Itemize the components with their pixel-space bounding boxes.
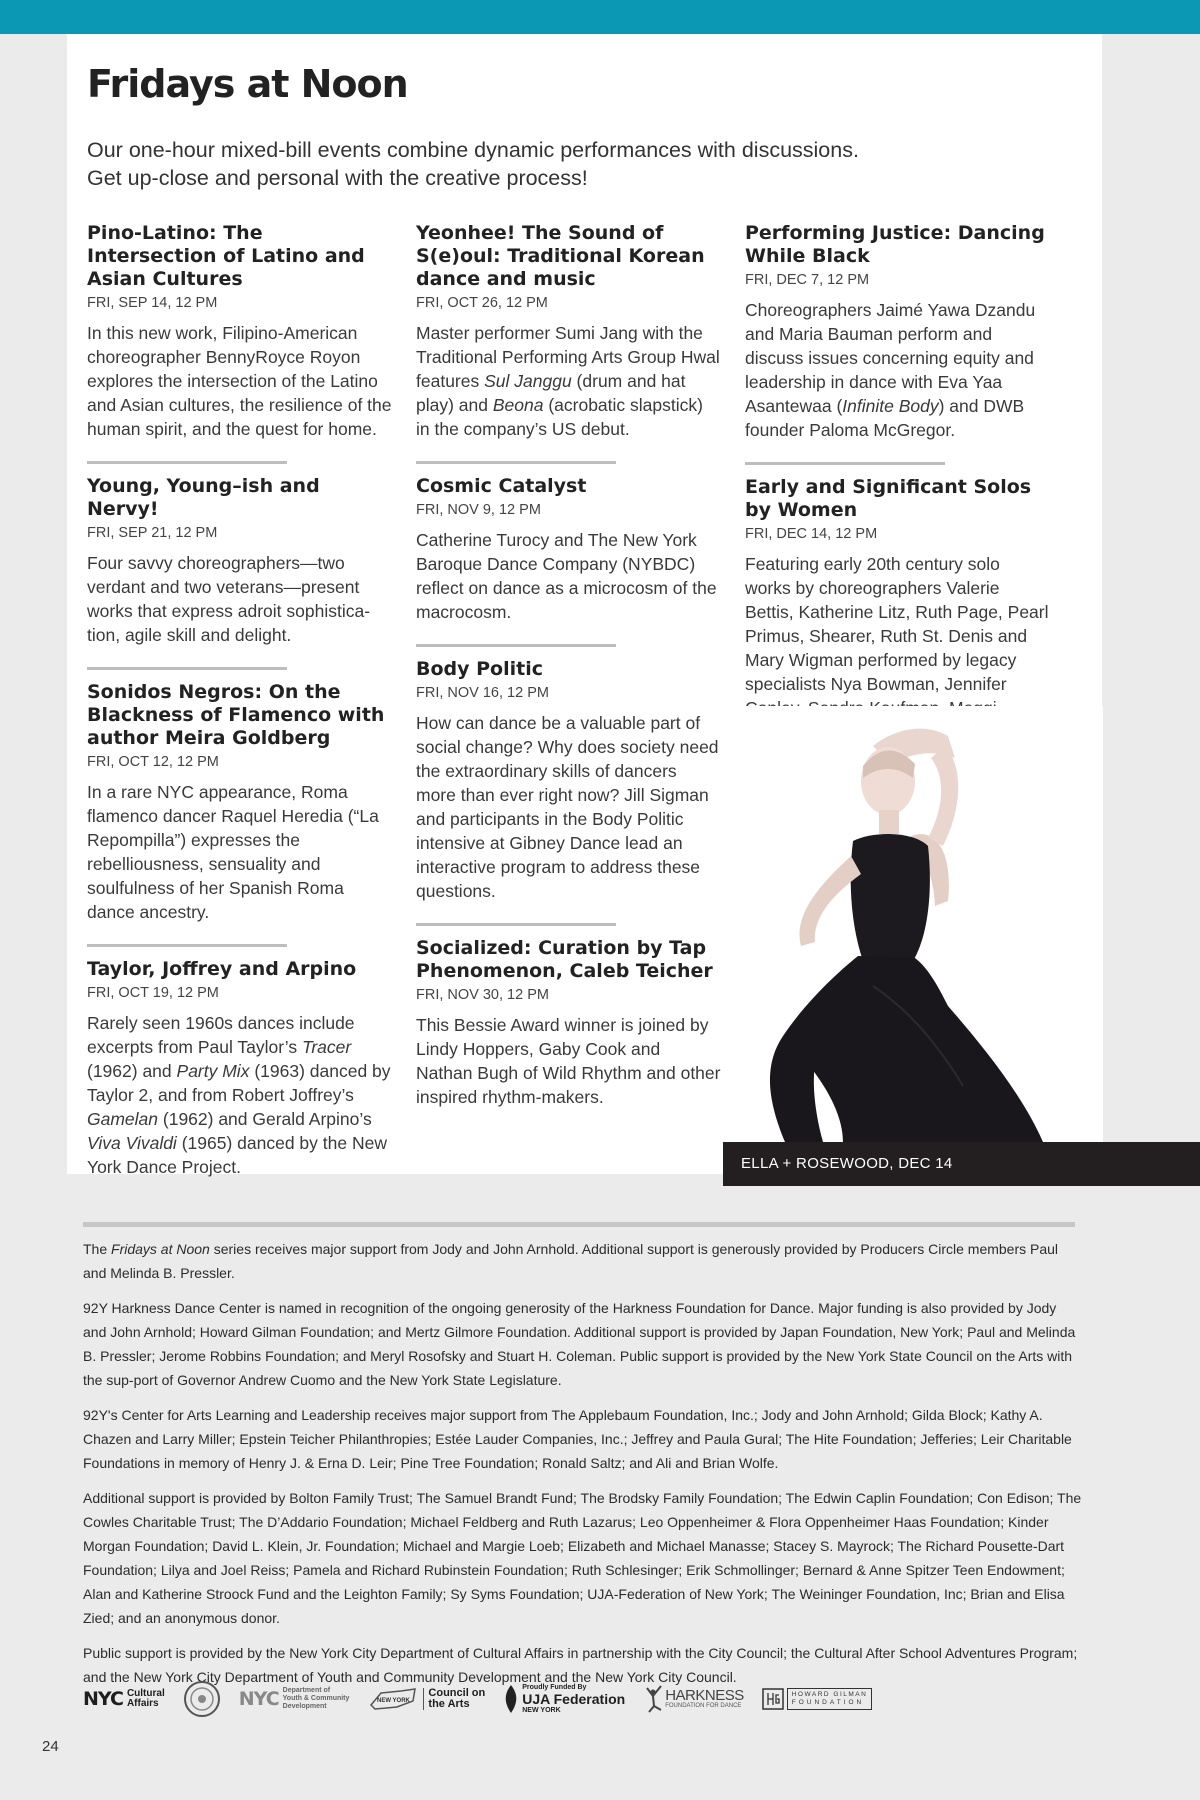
event-description: Featuring early 20th century solo works by choreographers Valerie Bettis, Katherine Litz, Ruth Page, Pearl Primus, Shearer, Ruth St. Denis and Mary Wigman performed by legacy specialists Nya Bowman, Jennifer [745,554,1049,694]
event-divider [416,644,616,647]
event-description [745,298,1050,442]
event-sonidos-negros [87,681,392,924]
events-column-2 [416,222,721,1129]
logo-text: Cultural [126,1688,165,1699]
intro-line-2: Get up-close and personal with the creative process! [87,166,588,190]
credits-paragraph [83,1237,1083,1285]
city-seal-logo [183,1680,221,1718]
event-divider [745,462,945,465]
event-date: FRI, DEC 7, 12 PM [745,272,870,288]
logo-text: Affairs [126,1698,159,1709]
event-description: Catherine Turocy and The New York Baroque Dance Company (NYBDC) reflect on dance as a microcosm of the macrocosm. [416,530,717,622]
event-description: In this new work, Filipino-American choreographer BennyRoyce Royon explores the intersection of the Latino and Asian cultures, the resilience of the human spirit, and the quest for home. [87,323,392,439]
event-description: How can dance be a valuable part of social change? Why does society need the extraordinary skills of dancers more than ever right now? Jill Sigman and participants in the Body Politic intensive at Gibney Dance lead an interactive program to address these questions. [416,713,719,901]
nyc-cultural-affairs-logo [83,1688,165,1710]
logo-text: Council on [428,1687,486,1699]
event-yeonhee [416,222,721,441]
logo-label [522,1684,625,1715]
logo-text: UJA Federation [522,1690,626,1707]
event-divider [87,461,287,464]
credits-paragraph: 92Y's Center for Arts Learning and Leadership receives major support from The Applebaum Foundation, Inc.; Jody and John Arnhold; Gilda Block; Kathy A. Chazen and Larry Miller; Epstein Teicher Philanthropies; Estée Lauder Companies, Inc.; Jeffrey and Paula Gural; The Hite Foundation; Jefferies; Leir Charitable Foundations in memory of Henry J. & Erna D. Leir; Pine Tree Foundation; Ronald Saltz; and Ali and Brian Wolfe. [83,1407,1072,1471]
logo-text: the Arts [428,1698,470,1710]
photo-caption [723,1142,1200,1186]
funding-credits [83,1237,1083,1700]
dancer-figure-icon [643,1684,665,1714]
event-title: Pino-Latino: The Intersection of Latino and Asian Cultures [87,222,365,290]
desc-text: (1962) and [87,1061,177,1081]
intro-text [87,136,1007,192]
desc-text: Rarely seen 1960s dances include excerpts from Paul Taylor’s [87,1013,355,1057]
work-title: Viva Vivaldi [87,1133,177,1153]
event-title: Young, Young–ish and Nervy! [87,475,320,520]
work-title: Infinite Body [842,396,939,416]
event-performing-justice [745,222,1050,442]
event-date: FRI, OCT 12, 12 PM [87,754,219,770]
logo-text: FOUNDATION [791,1699,865,1706]
work-title: Sul Janggu [484,371,572,391]
event-body-politic [416,658,721,903]
series-name: Fridays at Noon [111,1241,210,1257]
desc-text: (1962) and Gerald Arpino’s [158,1109,372,1129]
logo-label [423,1688,485,1710]
desc-text: (drum and hat play) and [416,371,686,415]
logo-text: HOWARD GILMAN [791,1691,868,1698]
nyc-dycd-logo [239,1687,350,1711]
event-title: Yeonhee! The Sound of S(e)oul: Traditional Korean dance and music [416,222,705,290]
footer-divider [83,1222,1075,1227]
logo-text: HARKNESS [665,1687,744,1704]
seal-icon [183,1680,221,1718]
event-pino-latino [87,222,392,441]
event-divider [87,667,287,670]
events-column-3 [745,222,1050,764]
event-date: FRI, SEP 21, 12 PM [87,525,218,541]
event-divider [416,461,616,464]
logo-mark: NEW YORK [377,1698,411,1704]
hg-monogram-icon [762,1688,784,1710]
event-title: Performing Justice: Dancing While Black [745,222,1045,267]
event-early-solos [745,476,1050,744]
event-divider [87,944,287,947]
logo-text: FOUNDATION FOR DANCE [665,1703,742,1709]
logo-text: Proudly Funded By [522,1683,587,1691]
event-title: Socialized: Curation by Tap Phenomenon, Caleb Teicher [416,937,713,982]
event-date: FRI, NOV 16, 12 PM [416,685,549,701]
logo-label [127,1689,165,1709]
event-date: FRI, NOV 9, 12 PM [416,502,541,518]
logo-text: Youth & Community [282,1695,350,1702]
dancer-photo [723,706,1103,1142]
desc-text: (acrobatic slapstick) in the company’s US debut. [416,395,703,439]
logo-text: Development [282,1703,327,1710]
desc-text: (1963) danced by Taylor 2, and from Robert Joffrey’s [87,1061,391,1105]
nysca-logo [367,1685,485,1713]
work-title: Beona [492,395,544,415]
page-number: 24 [42,1738,59,1755]
event-cosmic-catalyst [416,475,721,624]
event-description: Four savvy choreographers—two verdant and two veterans—present works that express adroit sophistica-tion, agile skill and delight. [87,553,371,645]
top-color-bar [0,0,1200,34]
event-title: Taylor, Joffrey and Arpino [87,958,357,980]
credits-text: The [83,1241,112,1257]
intro-line-1: Our one-hour mixed-bill events combine dynamic performances with discussions. [87,138,859,162]
credits-paragraph: 92Y Harkness Dance Center is named in recognition of the ongoing generosity of the Harkness Foundation for Dance. Major funding is also provided by Jody and John Arnhold; Howard Gilman Foundation; and Mertz Gilmore Foundation. Additional support is provided by Japan Foundation, New York; Paul and Melinda B. Pressler; Jerome Robbins Foundation; and Meryl Rosofsky and Stuart H. Coleman. Public support is provided by the New York State Council on the Arts with the sup-port of Governor Andrew Cuomo and the New York State Legislature. [83,1300,1076,1388]
logo-text: Department of [282,1687,331,1694]
events-column-1 [87,222,392,1199]
credits-paragraph: Additional support is provided by Bolton Family Trust; The Samuel Brandt Fund; The Brodsky Family Foundation; The Edwin Caplin Foundation; Con Edison; The Cowles Charitable Trust; The D’Addario Foundation; Michael Feldberg and Ruth Lazarus; Leo Oppenheimer & Flora Oppenheimer Haas Foundation; Kinder Morgan Foundation; David L. Klein, Jr. Foundation; Michael and Margie Loeb; Elizabeth and Michael Manasse; Stacey S. Mayrock; The Richard Pousette-Dart Foundation; Lilya and Joel Reiss; Pamela and Richard Rubinstein Foundation; Ruth Schlesinger; Erik Schmollinger; Bernard & Anne Spitzer Teen Endowment; Alan and Katherine Stroock Fund and the Leighton Family; Sy Syms Foundation; UJA-Federation of New York; The Weininger Foundation, Inc; Brian and Elisa Zied; and an anonymous donor. [83,1490,1082,1626]
desc-text: Choreographers Jaimé Yawa Dzandu and Maria Bauman perform and discuss issues concerning equity and leadership in dance with Eva Yaa Asantewaa ( [745,300,1036,416]
event-date: FRI, NOV 30, 12 PM [416,987,549,1003]
work-title: Tracer [301,1037,352,1057]
event-description: This Bessie Award winner is joined by Lindy Hoppers, Gaby Cook and Nathan Bugh of Wild Rhythm and other inspired rhythm-makers. [416,1015,721,1107]
event-description: In a rare NYC appearance, Roma flamenco dancer Raquel Heredia (“La Repompilla”) expresses the rebelliousness, sensuality and soulfulness of her Spanish Roma dance ancestry. [87,782,379,922]
event-taylor-joffrey-arpino [87,958,392,1179]
desc-text: (1965) danced by the New York Dance Project. [87,1133,387,1177]
sponsor-logos [83,1676,883,1722]
logo-label [665,1688,744,1710]
event-description [416,321,721,441]
work-title: Party Mix [176,1061,250,1081]
logo-label [283,1687,350,1711]
flame-icon [503,1685,519,1713]
new-york-state-icon [367,1685,419,1713]
credits-text: series receives major support from Jody and John Arnhold. Additional support is generously provided by Producers Circle members Paul and Melinda B. Pressler. [83,1241,1059,1281]
event-socialized [416,937,721,1109]
howard-gilman-foundation-logo [762,1688,873,1710]
event-date: FRI, OCT 19, 12 PM [87,985,219,1001]
desc-text: Master performer Sumi Jang with the Traditional Performing Arts Group Hwal features [416,323,720,391]
event-date: FRI, OCT 26, 12 PM [416,295,548,311]
event-title: Cosmic Catalyst [416,475,587,497]
event-divider [416,923,616,926]
logo-mark: NYC [238,1688,279,1710]
logo-text: NEW YORK [522,1706,561,1714]
event-young-nervy [87,475,392,647]
event-title: Body Politic [416,658,543,680]
event-title: Early and Significant Solos by Women [745,476,1032,521]
event-title: Sonidos Negros: On the Blackness of Flamenco with author Meira Goldberg [87,681,385,749]
uja-federation-logo [503,1684,625,1715]
logo-mark: NYC [83,1688,123,1710]
work-title: Gamelan [87,1109,159,1129]
page-title: Fridays at Noon [87,62,408,106]
desc-text: ) and DWB founder Paloma McGregor. [745,396,1025,440]
event-description [87,1011,392,1179]
event-date: FRI, DEC 14, 12 PM [745,526,878,542]
caption-text: ELLA + ROSEWOOD, DEC 14 [741,1155,953,1172]
event-date: FRI, SEP 14, 12 PM [87,295,218,311]
credits-paragraph: Public support is provided by the New York City Department of Cultural Affairs in partnership with the City Council; the Cultural After School Adventures Program; and the New York City Department of Youth and Community Development and the New York City Council. [83,1645,1078,1685]
harkness-foundation-logo [643,1684,744,1714]
logo-label [787,1688,873,1710]
